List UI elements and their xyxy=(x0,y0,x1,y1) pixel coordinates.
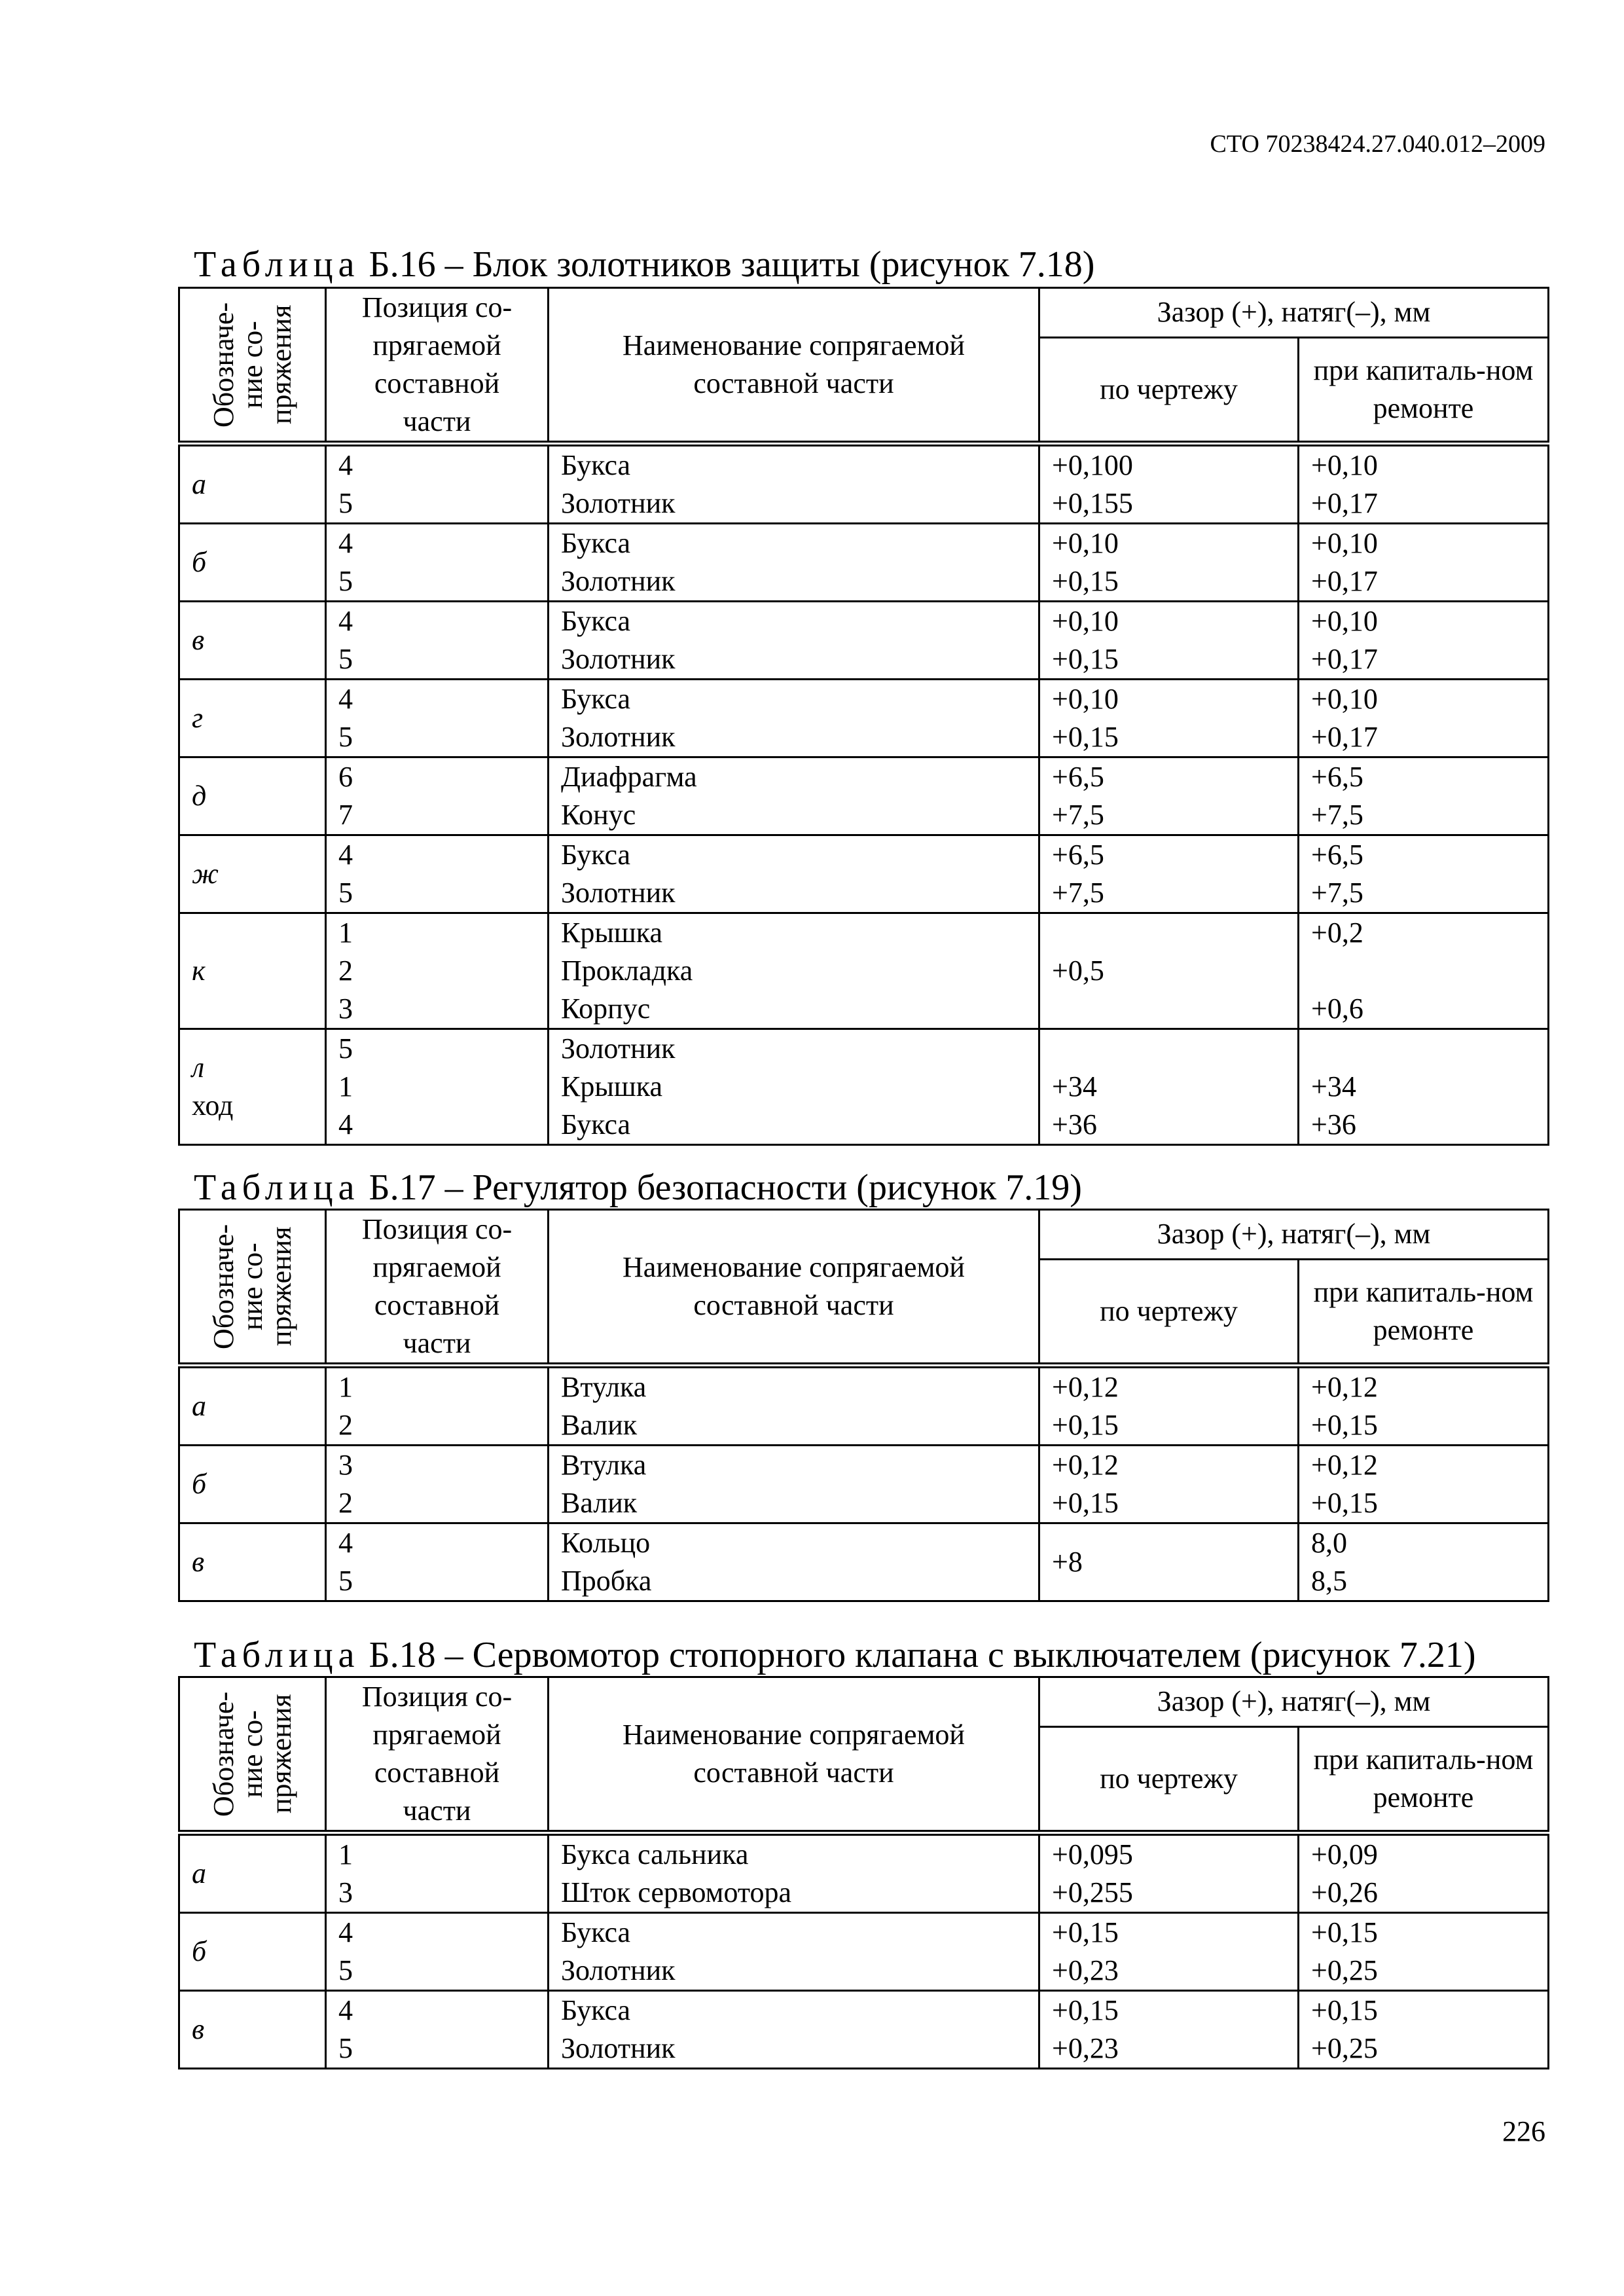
position-value: 1 xyxy=(338,1371,353,1403)
drawing-value: +7,5 xyxy=(1052,877,1104,909)
group-positions xyxy=(326,1991,549,2069)
drawing-value: +0,15 xyxy=(1052,1916,1119,1948)
group-names xyxy=(549,757,1039,835)
part-name: Букса xyxy=(561,683,631,715)
position-value: 5 xyxy=(338,2032,353,2064)
group-names xyxy=(549,602,1039,680)
group-positions xyxy=(326,680,549,757)
table-title-prefix: Таблица xyxy=(194,1635,360,1675)
table-row xyxy=(179,1523,1549,1601)
drawing-value: +0,255 xyxy=(1052,1876,1133,1908)
position-value: 4 xyxy=(338,527,353,559)
group-positions xyxy=(326,524,549,602)
repair-value: +0,12 xyxy=(1311,1449,1378,1481)
repair-value: +0,15 xyxy=(1311,1994,1378,2026)
position-value: 4 xyxy=(338,1994,353,2026)
header-mark xyxy=(179,1677,326,1833)
part-name: Корпус xyxy=(561,993,651,1025)
group-repair xyxy=(1299,524,1549,602)
position-value: 2 xyxy=(338,1409,353,1441)
mark-letter: а xyxy=(192,468,206,500)
drawing-value: +0,12 xyxy=(1052,1371,1119,1403)
repair-value: +0,15 xyxy=(1311,1409,1378,1441)
part-name: Букса xyxy=(561,527,631,559)
header-position: Позиция со-прягаемой составной части xyxy=(326,288,549,444)
drawing-value xyxy=(1052,990,1286,1028)
position-value: 4 xyxy=(338,449,353,481)
table-row xyxy=(179,524,1549,602)
header-name: Наименование сопрягаемой составной части xyxy=(549,1677,1039,1833)
group-names xyxy=(549,1913,1039,1991)
group-mark xyxy=(179,524,326,602)
part-name: Золотник xyxy=(561,2032,676,2064)
group-repair xyxy=(1299,1833,1549,1913)
mark-letter: д xyxy=(192,780,207,812)
part-name: Крышка xyxy=(561,917,663,949)
drawing-value: +0,10 xyxy=(1052,527,1119,559)
group-drawing xyxy=(1039,1833,1299,1913)
header-gap: Зазор (+), натяг(–), мм xyxy=(1039,1210,1549,1260)
repair-value: +0,17 xyxy=(1311,487,1378,519)
table-row xyxy=(179,1366,1549,1446)
position-value: 2 xyxy=(338,955,353,987)
mark-letter: а xyxy=(192,1857,206,1889)
group-mark xyxy=(179,1833,326,1913)
header-mark xyxy=(179,288,326,444)
repair-value: +0,25 xyxy=(1311,2032,1378,2064)
mark-letter: к xyxy=(192,955,206,987)
drawing-value: +34 xyxy=(1052,1070,1097,1102)
mark-note: ход xyxy=(192,1089,234,1121)
group-repair xyxy=(1299,680,1549,757)
group-names xyxy=(549,1446,1039,1523)
repair-value: +6,5 xyxy=(1311,761,1363,793)
repair-value: +0,17 xyxy=(1311,565,1378,597)
table-row xyxy=(179,444,1549,524)
group-repair xyxy=(1299,602,1549,680)
group-mark xyxy=(179,1913,326,1991)
repair-value: +0,15 xyxy=(1311,1916,1378,1948)
position-value: 5 xyxy=(338,1032,353,1065)
group-positions xyxy=(326,1366,549,1446)
repair-value: +0,10 xyxy=(1311,683,1378,715)
group-repair xyxy=(1299,1366,1549,1446)
part-name: Золотник xyxy=(561,565,676,597)
header-drawing: по чертежу xyxy=(1039,1726,1299,1832)
repair-value: +0,12 xyxy=(1311,1371,1378,1403)
part-name: Втулка xyxy=(561,1449,647,1481)
header-mark-wrap xyxy=(192,1678,313,1830)
group-mark xyxy=(179,1991,326,2069)
drawing-value: +0,23 xyxy=(1052,2032,1119,2064)
group-mark xyxy=(179,1523,326,1601)
table-row xyxy=(179,602,1549,680)
part-name: Букса сальника xyxy=(561,1838,749,1870)
table-b17 xyxy=(178,1209,1549,1602)
position-value: 4 xyxy=(338,839,353,871)
repair-value: +36 xyxy=(1311,1108,1356,1140)
group-positions xyxy=(326,444,549,524)
repair-value: +0,09 xyxy=(1311,1838,1378,1870)
group-repair xyxy=(1299,835,1549,913)
drawing-value: +36 xyxy=(1052,1108,1097,1140)
mark-letter: г xyxy=(192,702,204,734)
group-names xyxy=(549,680,1039,757)
repair-value: 8,5 xyxy=(1311,1565,1347,1597)
position-value: 5 xyxy=(338,487,353,519)
table-b18 xyxy=(178,1676,1549,2069)
position-value: 4 xyxy=(338,605,353,637)
table-row xyxy=(179,1991,1549,2069)
repair-value xyxy=(1311,1030,1536,1068)
part-name: Конус xyxy=(561,799,636,831)
group-repair xyxy=(1299,1029,1549,1145)
header-name: Наименование сопрягаемой составной части xyxy=(549,288,1039,444)
part-name: Пробка xyxy=(561,1565,652,1597)
position-value: 5 xyxy=(338,1954,353,1986)
drawing-value: +0,095 xyxy=(1052,1838,1133,1870)
repair-value: +0,25 xyxy=(1311,1954,1378,1986)
group-repair xyxy=(1299,444,1549,524)
position-value: 4 xyxy=(338,1916,353,1948)
table-row xyxy=(179,1913,1549,1991)
table-row xyxy=(179,1833,1549,1913)
part-name: Золотник xyxy=(561,1954,676,1986)
header-mark-text: Обозначе-ние со-пряжения xyxy=(207,1224,297,1349)
group-repair xyxy=(1299,1913,1549,1991)
group-mark xyxy=(179,1366,326,1446)
repair-value: +7,5 xyxy=(1311,799,1363,831)
header-repair: при капиталь-ном ремонте xyxy=(1299,337,1549,443)
repair-value: 8,0 xyxy=(1311,1527,1347,1559)
table-b16-title xyxy=(194,244,1094,285)
drawing-value: +0,15 xyxy=(1052,565,1119,597)
group-positions xyxy=(326,1523,549,1601)
drawing-value: +0,155 xyxy=(1052,487,1133,519)
group-drawing xyxy=(1039,1523,1299,1601)
group-mark xyxy=(179,913,326,1029)
group-names xyxy=(549,444,1039,524)
mark-letter: ж xyxy=(192,858,219,890)
group-drawing xyxy=(1039,1913,1299,1991)
table-b17-title xyxy=(194,1167,1082,1209)
header-mark-wrap xyxy=(192,289,313,441)
drawing-value: +0,15 xyxy=(1052,1409,1119,1441)
repair-value: +34 xyxy=(1311,1070,1356,1102)
part-name: Втулка xyxy=(561,1371,647,1403)
table-b16 xyxy=(178,287,1549,1146)
group-mark xyxy=(179,444,326,524)
part-name: Шток сервомотора xyxy=(561,1876,792,1908)
group-drawing xyxy=(1039,1029,1299,1145)
header-repair: при капиталь-ном ремонте xyxy=(1299,1259,1549,1365)
group-positions xyxy=(326,1446,549,1523)
drawing-value: +0,12 xyxy=(1052,1449,1119,1481)
group-drawing xyxy=(1039,913,1299,1029)
repair-value: +0,2 xyxy=(1311,917,1363,949)
mark-letter: л xyxy=(192,1051,205,1084)
position-value: 3 xyxy=(338,1876,353,1908)
part-name: Золотник xyxy=(561,1032,676,1065)
group-positions xyxy=(326,1833,549,1913)
repair-value: +0,26 xyxy=(1311,1876,1378,1908)
group-names xyxy=(549,1833,1039,1913)
group-drawing xyxy=(1039,1446,1299,1523)
group-repair xyxy=(1299,1991,1549,2069)
part-name: Прокладка xyxy=(561,955,693,987)
mark-letter: б xyxy=(192,1935,207,1967)
group-mark xyxy=(179,757,326,835)
header-gap: Зазор (+), натяг(–), мм xyxy=(1039,288,1549,338)
group-mark xyxy=(179,680,326,757)
position-value: 4 xyxy=(338,683,353,715)
position-value: 6 xyxy=(338,761,353,793)
part-name: Золотник xyxy=(561,877,676,909)
repair-value: +0,17 xyxy=(1311,721,1378,753)
drawing-value: +8 xyxy=(1052,1546,1083,1578)
table-row xyxy=(179,680,1549,757)
mark-letter: а xyxy=(192,1390,206,1422)
table-title-text: Б.18 – Сервомотор стопорного клапана с выключателем (рисунок 7.21) xyxy=(369,1635,1476,1675)
group-names xyxy=(549,1991,1039,2069)
part-name: Букса xyxy=(561,449,631,481)
drawing-value: +0,10 xyxy=(1052,683,1119,715)
group-positions xyxy=(326,913,549,1029)
drawing-value: +0,15 xyxy=(1052,1994,1119,2026)
group-positions xyxy=(326,757,549,835)
drawing-value: +6,5 xyxy=(1052,839,1104,871)
part-name: Золотник xyxy=(561,487,676,519)
group-drawing xyxy=(1039,524,1299,602)
position-value: 5 xyxy=(338,1565,353,1597)
header-drawing: по чертежу xyxy=(1039,1259,1299,1365)
header-name: Наименование сопрягаемой составной части xyxy=(549,1210,1039,1366)
drawing-value: +0,15 xyxy=(1052,1487,1119,1519)
position-value: 4 xyxy=(338,1527,353,1559)
position-value: 1 xyxy=(338,917,353,949)
position-value: 4 xyxy=(338,1108,353,1140)
table-title-prefix: Таблица xyxy=(194,1167,360,1208)
table-row xyxy=(179,1446,1549,1523)
repair-value: +6,5 xyxy=(1311,839,1363,871)
group-positions xyxy=(326,1029,549,1145)
group-names xyxy=(549,913,1039,1029)
group-drawing xyxy=(1039,835,1299,913)
drawing-value: +0,15 xyxy=(1052,643,1119,675)
group-names xyxy=(549,524,1039,602)
repair-value: +0,6 xyxy=(1311,993,1363,1025)
document-code: СТО 70238424.27.040.012–2009 xyxy=(1210,130,1545,158)
part-name: Валик xyxy=(561,1487,638,1519)
position-value: 5 xyxy=(338,721,353,753)
position-value: 3 xyxy=(338,1449,353,1481)
position-value: 2 xyxy=(338,1487,353,1519)
repair-value: +0,15 xyxy=(1311,1487,1378,1519)
group-mark xyxy=(179,1029,326,1145)
part-name: Кольцо xyxy=(561,1527,651,1559)
header-position: Позиция со-прягаемой составной части xyxy=(326,1210,549,1366)
table-row xyxy=(179,913,1549,1029)
drawing-value: +0,23 xyxy=(1052,1954,1119,1986)
repair-value: +0,10 xyxy=(1311,449,1378,481)
repair-value xyxy=(1311,952,1536,990)
part-name: Валик xyxy=(561,1409,638,1441)
table-title-text: Б.17 – Регулятор безопасности (рисунок 7.19) xyxy=(369,1167,1082,1208)
drawing-value: +0,15 xyxy=(1052,721,1119,753)
group-repair xyxy=(1299,1446,1549,1523)
group-repair xyxy=(1299,913,1549,1029)
repair-value: +0,17 xyxy=(1311,643,1378,675)
group-positions xyxy=(326,835,549,913)
part-name: Букса xyxy=(561,605,631,637)
group-names xyxy=(549,835,1039,913)
group-names xyxy=(549,1366,1039,1446)
group-drawing xyxy=(1039,757,1299,835)
part-name: Букса xyxy=(561,1916,631,1948)
header-drawing: по чертежу xyxy=(1039,337,1299,443)
part-name: Диафрагма xyxy=(561,761,697,793)
drawing-value: +0,10 xyxy=(1052,605,1119,637)
group-mark xyxy=(179,602,326,680)
header-repair: при капиталь-ном ремонте xyxy=(1299,1726,1549,1832)
group-positions xyxy=(326,602,549,680)
group-mark xyxy=(179,835,326,913)
part-name: Букса xyxy=(561,839,631,871)
mark-letter: б xyxy=(192,1468,207,1500)
table-b18-title xyxy=(194,1634,1475,1676)
position-value: 5 xyxy=(338,565,353,597)
group-drawing xyxy=(1039,1991,1299,2069)
drawing-value: +6,5 xyxy=(1052,761,1104,793)
mark-letter: б xyxy=(192,546,207,578)
table-row xyxy=(179,835,1549,913)
repair-value: +0,10 xyxy=(1311,527,1378,559)
position-value: 5 xyxy=(338,877,353,909)
part-name: Крышка xyxy=(561,1070,663,1102)
position-value: 1 xyxy=(338,1838,353,1870)
mark-letter: в xyxy=(192,1546,205,1578)
group-positions xyxy=(326,1913,549,1991)
position-value: 7 xyxy=(338,799,353,831)
table-row xyxy=(179,757,1549,835)
drawing-value xyxy=(1052,1030,1286,1068)
group-drawing xyxy=(1039,602,1299,680)
group-drawing xyxy=(1039,1366,1299,1446)
position-value: 5 xyxy=(338,643,353,675)
part-name: Букса xyxy=(561,1108,631,1140)
group-drawing xyxy=(1039,680,1299,757)
header-mark-text: Обозначе-ние со-пряжения xyxy=(207,302,297,428)
page-number: 226 xyxy=(1502,2115,1545,2147)
header-gap: Зазор (+), натяг(–), мм xyxy=(1039,1677,1549,1727)
group-repair xyxy=(1299,1523,1549,1601)
drawing-value: +0,100 xyxy=(1052,449,1133,481)
group-drawing xyxy=(1039,444,1299,524)
table-row xyxy=(179,1029,1549,1145)
repair-value: +0,10 xyxy=(1311,605,1378,637)
part-name: Золотник xyxy=(561,643,676,675)
header-mark-wrap xyxy=(192,1211,313,1362)
group-names xyxy=(549,1523,1039,1601)
mark-letter: в xyxy=(192,2013,205,2045)
drawing-value: +7,5 xyxy=(1052,799,1104,831)
header-mark xyxy=(179,1210,326,1366)
table-title-text: Б.16 – Блок золотников защиты (рисунок 7.18) xyxy=(369,244,1095,285)
part-name: Букса xyxy=(561,1994,631,2026)
part-name: Золотник xyxy=(561,721,676,753)
table-title-prefix: Таблица xyxy=(194,244,360,285)
header-position: Позиция со-прягаемой составной части xyxy=(326,1677,549,1833)
repair-value: +7,5 xyxy=(1311,877,1363,909)
group-repair xyxy=(1299,757,1549,835)
header-mark-text: Обозначе-ние со-пряжения xyxy=(207,1691,297,1817)
group-names xyxy=(549,1029,1039,1145)
position-value: 3 xyxy=(338,993,353,1025)
position-value: 1 xyxy=(338,1070,353,1102)
group-mark xyxy=(179,1446,326,1523)
drawing-value: +0,5 xyxy=(1052,955,1104,987)
drawing-value xyxy=(1052,914,1286,952)
mark-letter: в xyxy=(192,624,205,656)
